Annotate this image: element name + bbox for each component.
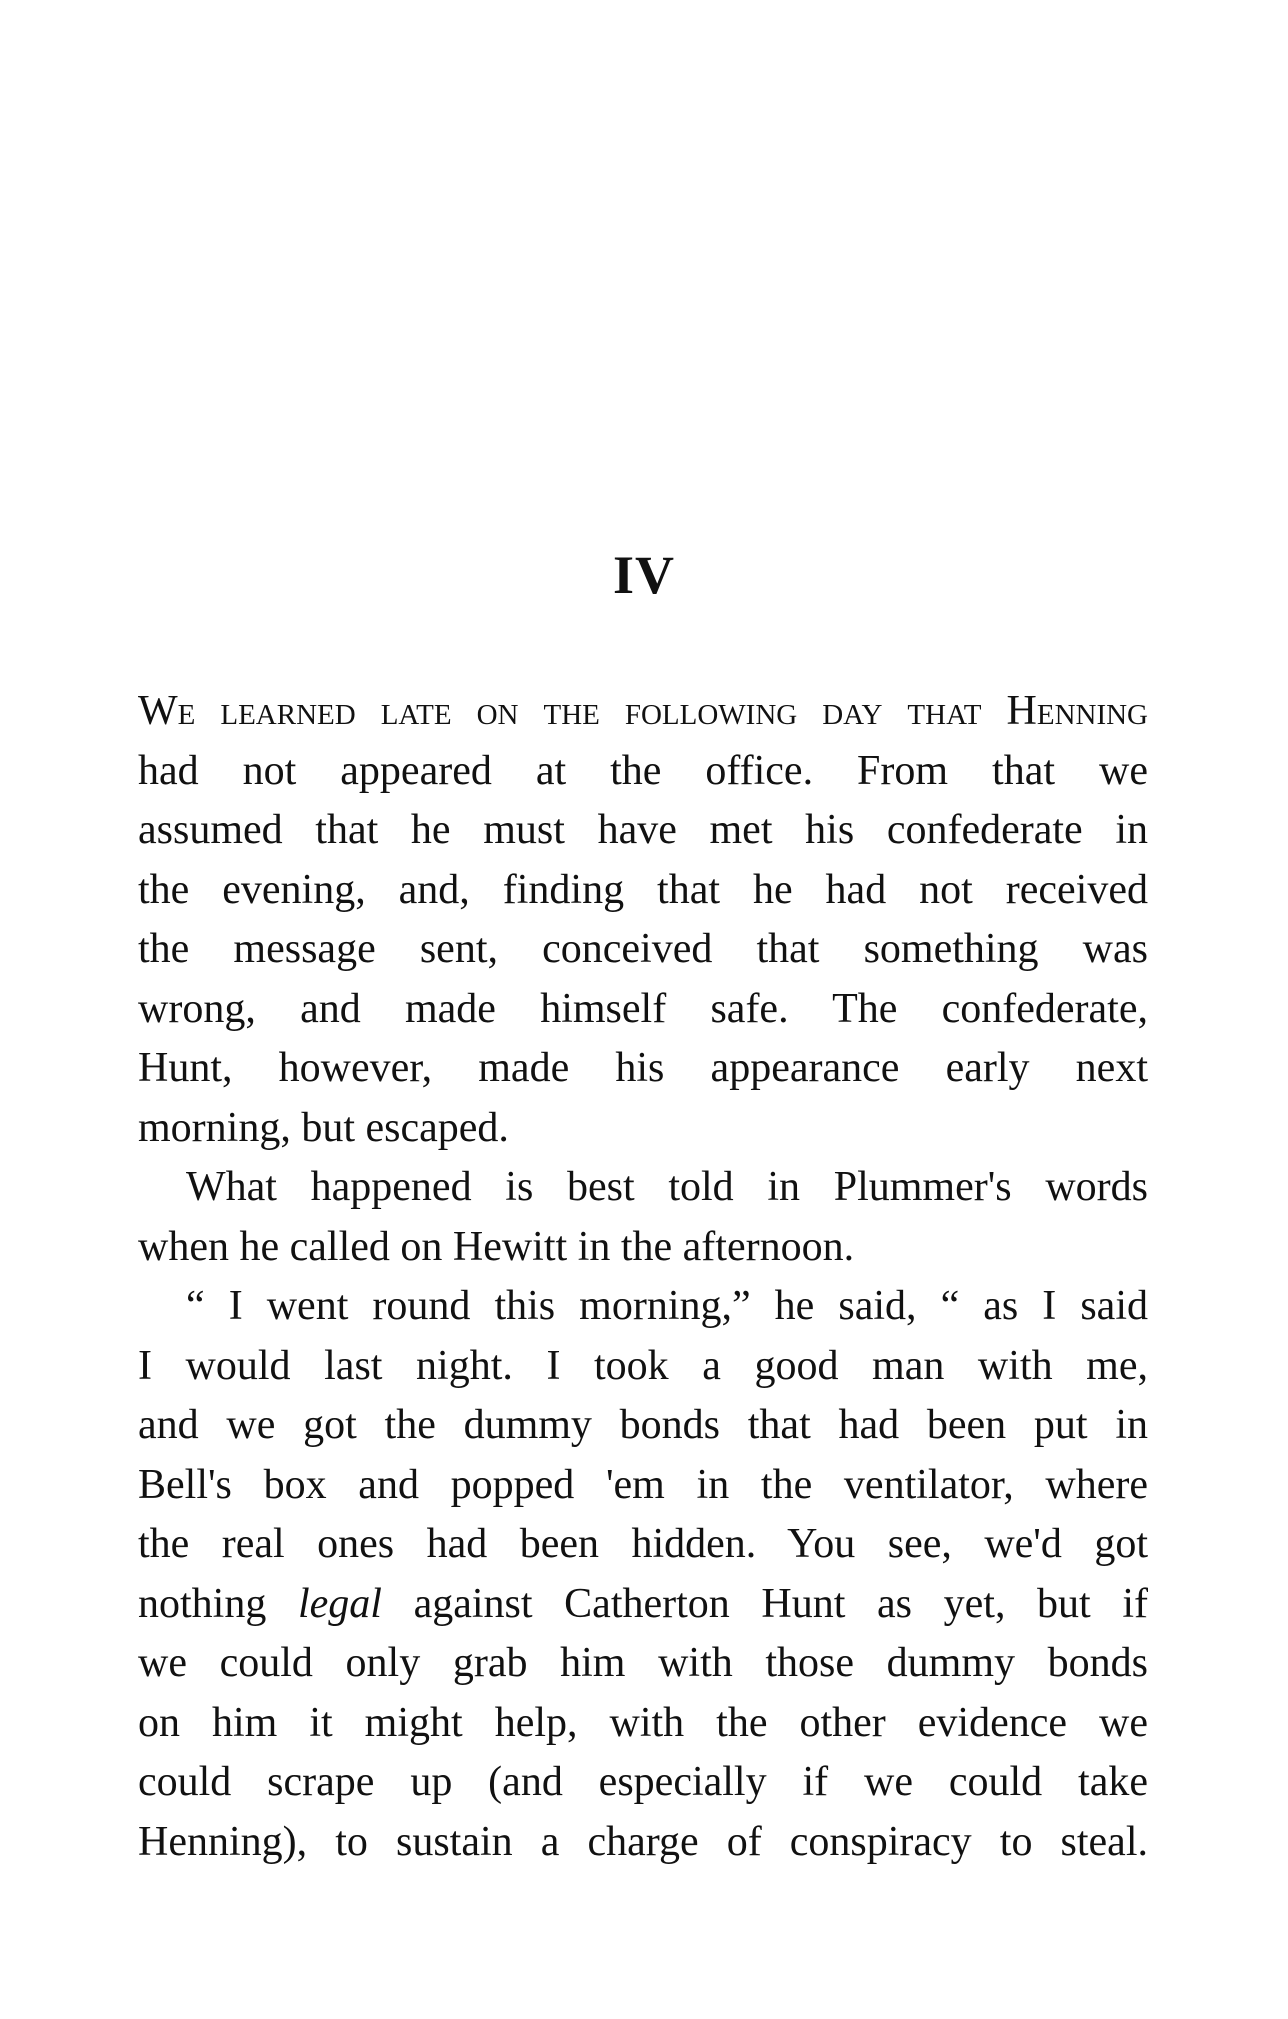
- chapter-heading: IV: [612, 545, 675, 605]
- paragraph-1-line-4: the evening, and, finding that he had not received: [138, 866, 1148, 913]
- paragraph-3-line-6: [138, 1575, 1148, 1635]
- paragraph-3-line-10: Henning), to sustain a charge of conspiracy to steal.: [138, 1818, 1148, 1865]
- paragraph-3-line-4: Bell's box and popped 'em in the ventilator, where: [138, 1461, 1148, 1508]
- italic-word-legal: legal: [297, 1580, 382, 1627]
- paragraph-2-line-1: What happened is best told in Plummer's words: [186, 1164, 1148, 1210]
- paragraph-1-line-5: the message sent, conceived that something was: [138, 926, 1148, 972]
- paragraph-1-line-3: assumed that he must have met his confederate in: [138, 807, 1148, 853]
- paragraph-1-line-6: wrong, and made himself safe. The confederate,: [138, 985, 1148, 1032]
- paragraph-3-line-1: “ I went round this morning,” he said, “ as I said: [186, 1283, 1148, 1329]
- paragraph-1-line-2: had not appeared at the office. From that we: [138, 747, 1148, 794]
- paragraph-1-line-1: [138, 682, 1148, 742]
- paragraph-3-line-5: the real ones had been hidden. You see, we'd got: [138, 1521, 1148, 1567]
- paragraph-3-line-2: I would last night. I took a good man with me,: [138, 1342, 1148, 1389]
- paragraph-2-line-2: when he called on Hewitt in the afternoon.: [138, 1223, 855, 1270]
- paragraph-3-line-6-start: nothing: [138, 1580, 267, 1627]
- paragraph-1-line-7: Hunt, however, made his appearance early next: [138, 1045, 1148, 1091]
- paragraph-1-line-1-text: We learned late on the following day that Henning: [138, 688, 1148, 734]
- paragraph-3-line-8: on him it might help, with the other evidence we: [138, 1699, 1148, 1746]
- body-text: [138, 682, 1148, 1872]
- paragraph-1-line-8: morning, but escaped.: [138, 1104, 509, 1151]
- paragraph-3-line-3: and we got the dummy bonds that had been put in: [138, 1402, 1148, 1448]
- paragraph-3-line-9: could scrape up (and especially if we could take: [138, 1759, 1148, 1805]
- paragraph-3-line-7: we could only grab him with those dummy bonds: [138, 1640, 1148, 1686]
- paragraph-3-line-6-end: against Catherton Hunt as yet, but if: [413, 1580, 1149, 1627]
